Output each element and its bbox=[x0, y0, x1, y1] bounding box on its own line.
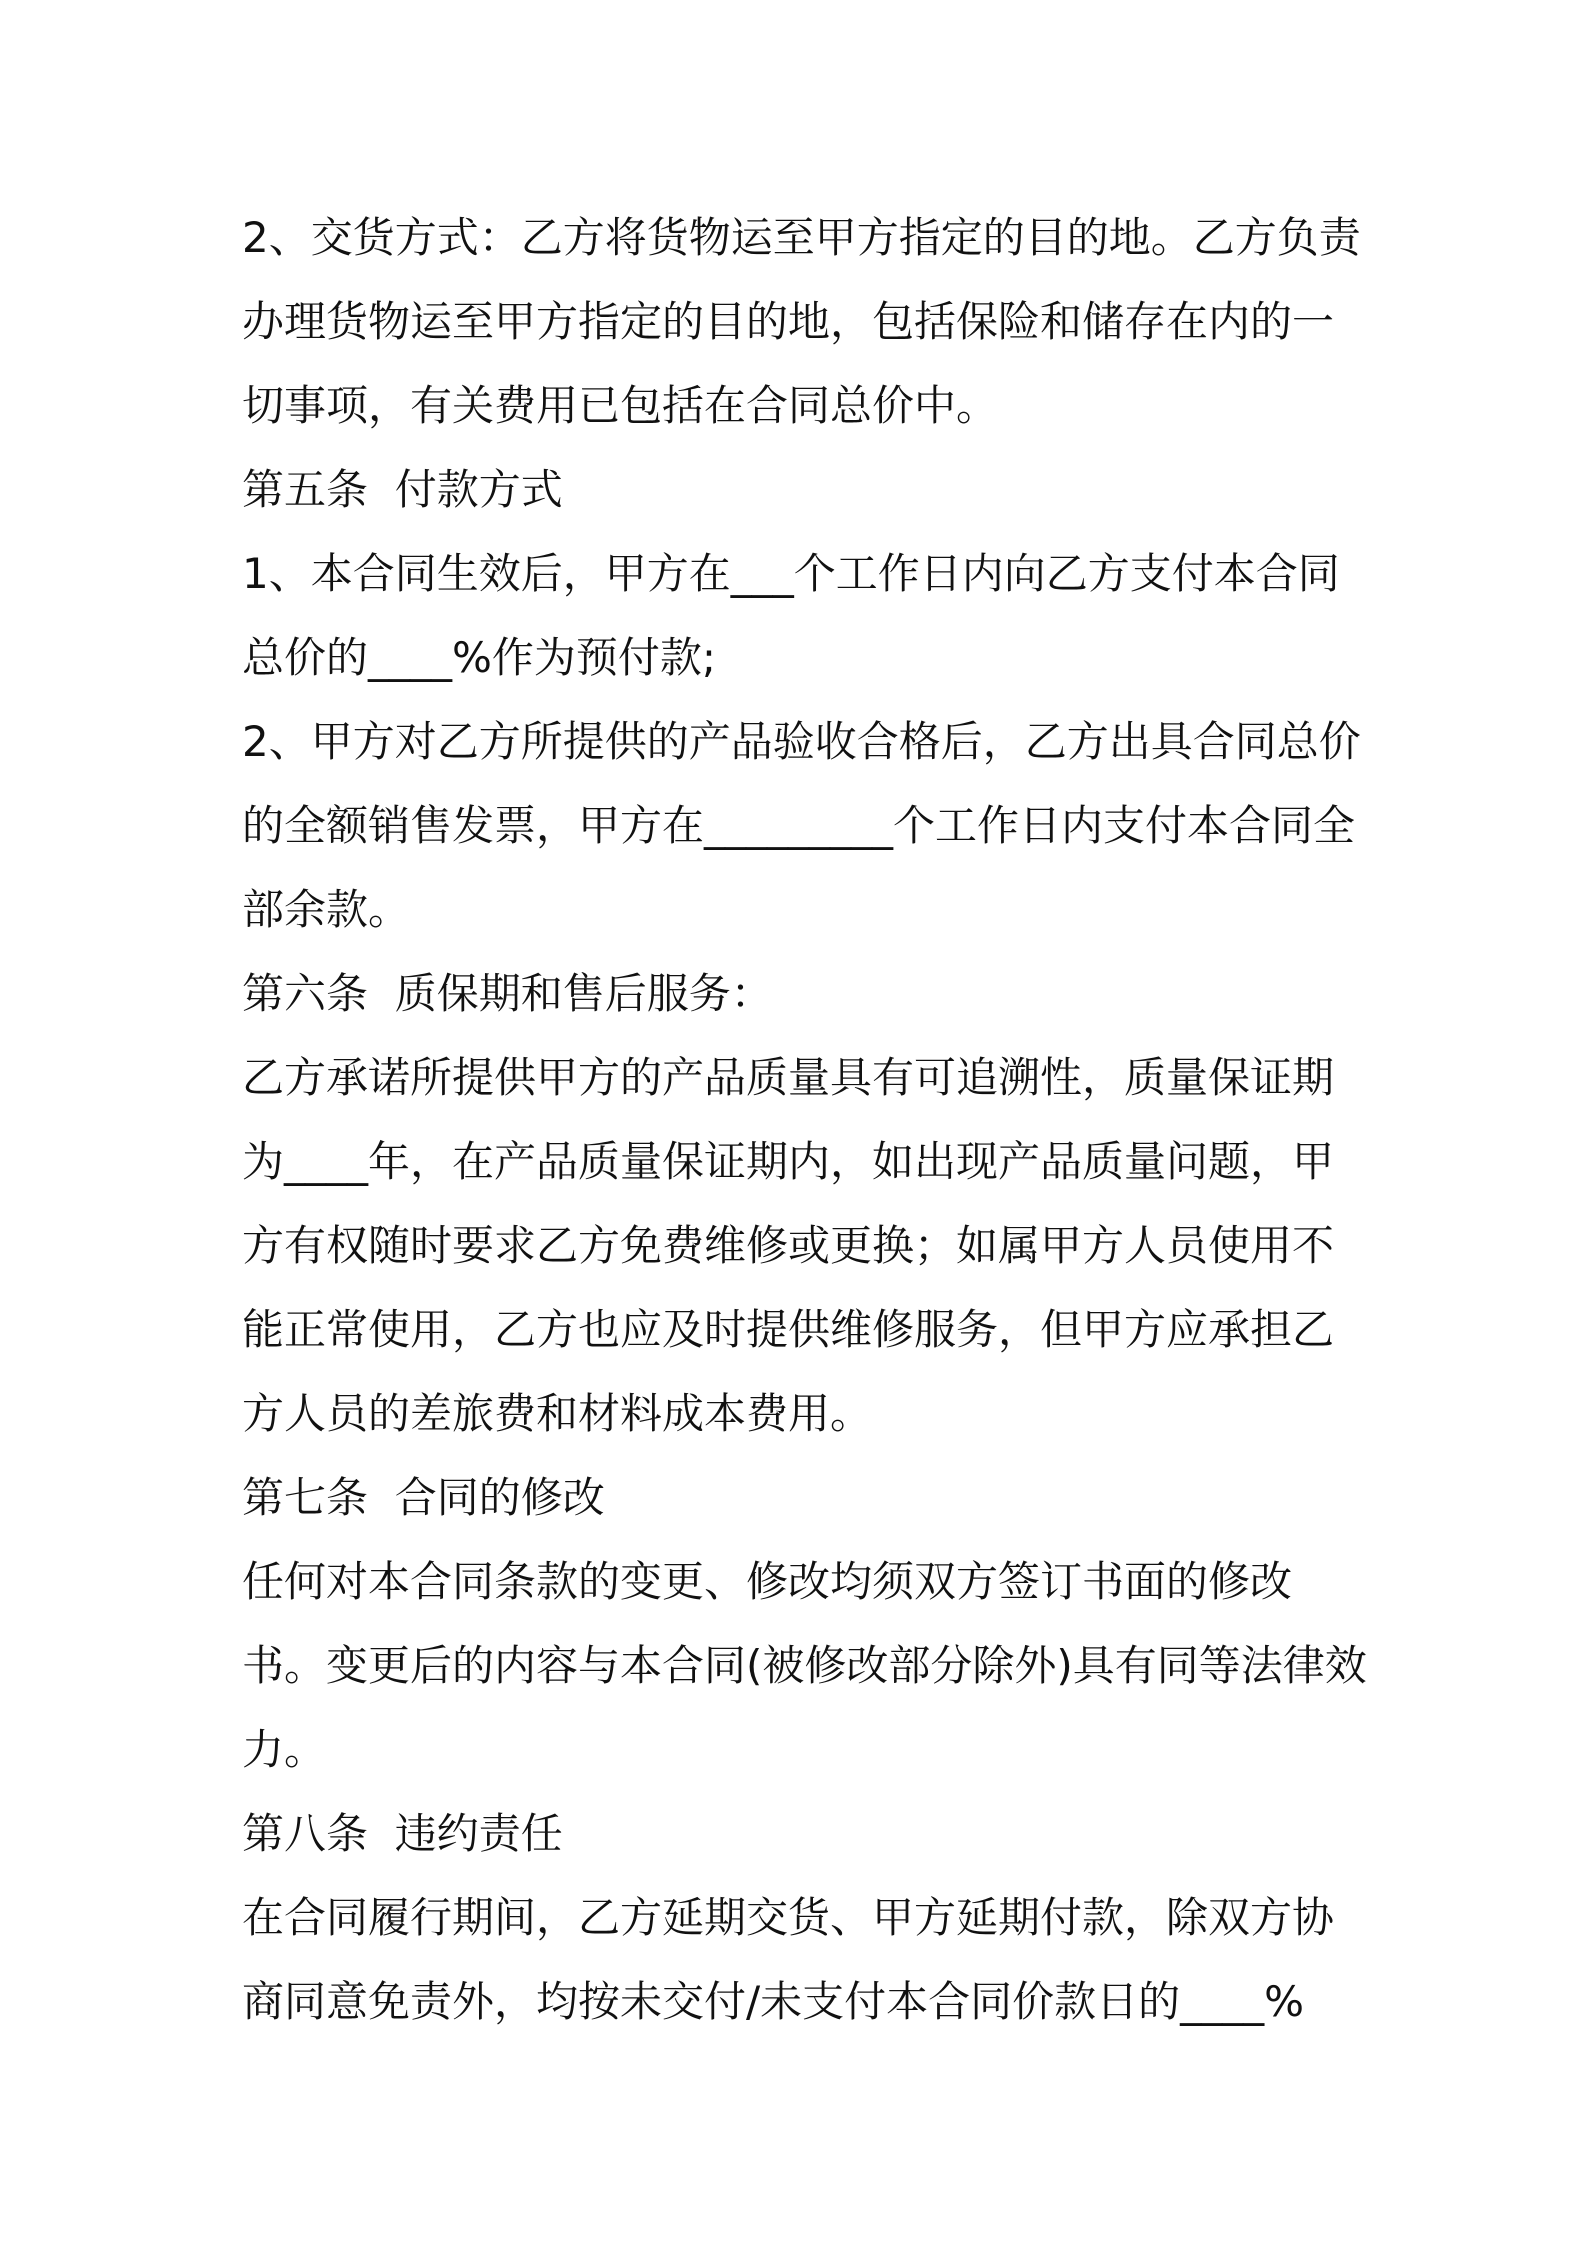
liability-paragraph: 在合同履行期间，乙方延期交货、甲方延期付款，除双方协商同意免责外，均按未交付/未支付本合同价款日的____% bbox=[242, 1893, 1335, 2026]
amendment-paragraph: 任何对本合同条款的变更、修改均须双方签订书面的修改书。变更后的内容与本合同(被修改部分除外)具有同等法律效力。 bbox=[242, 1557, 1367, 1774]
article-7-heading: 第七条 合同的修改 bbox=[242, 1473, 605, 1522]
article-5-heading: 第五条 付款方式 bbox=[242, 465, 563, 514]
delivery-method-paragraph: 2、交货方式：乙方将货物运至甲方指定的目的地。乙方负责办理货物运至甲方指定的目的地，包括保险和储存在内的一切事项，有关费用已包括在合同总价中。 bbox=[242, 213, 1361, 430]
article-8-heading: 第八条 违约责任 bbox=[242, 1809, 563, 1858]
payment-clause-1: 1、本合同生效后，甲方在___个工作日内向乙方支付本合同总价的____%作为预付款; bbox=[242, 549, 1340, 682]
document-body bbox=[242, 196, 1367, 2044]
article-6-heading: 第六条 质保期和售后服务： bbox=[242, 969, 773, 1018]
payment-clause-2: 2、甲方对乙方所提供的产品验收合格后，乙方出具合同总价的全额销售发票，甲方在_________个工作日内支付本合同全部余款。 bbox=[242, 717, 1361, 934]
warranty-paragraph: 乙方承诺所提供甲方的产品质量具有可追溯性，质量保证期为____年，在产品质量保证期内，如出现产品质量问题，甲方有权随时要求乙方免费维修或更换；如属甲方人员使用不能正常使用，乙方也应及时提供维修服务，但甲方应承担乙方人员的差旅费和材料成本费用。 bbox=[242, 1053, 1335, 1438]
